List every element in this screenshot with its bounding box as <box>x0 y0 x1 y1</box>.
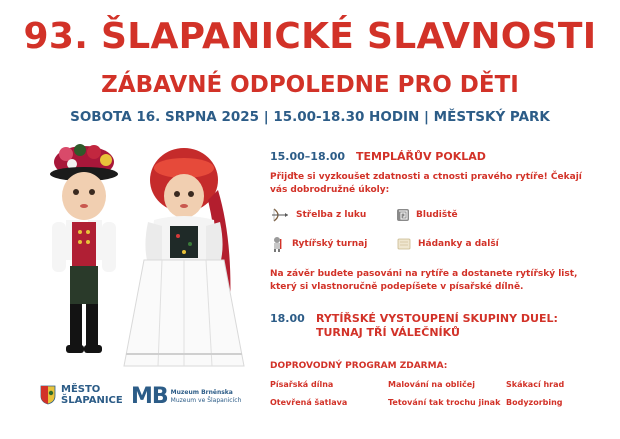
program-1-time: 15.00–18.00 <box>270 150 346 163</box>
extra-item: Bodyzorbing <box>506 398 563 407</box>
program-2-name <box>316 312 606 340</box>
program-2-time: 18.00 <box>270 312 305 325</box>
program-2-name-line2: TURNAJ TŘÍ VÁLEČNÍKŮ <box>316 326 460 339</box>
museum-logo-line2: Muzeum ve Šlapanicích <box>170 396 242 404</box>
folk-costume-dolls-image <box>22 140 262 375</box>
bow-arrow-icon <box>270 208 290 222</box>
poster-title: 93. ŠLAPANICKÉ SLAVNOSTI <box>23 16 597 57</box>
knight-icon <box>270 236 286 252</box>
extra-item: Malování na obličej <box>388 380 475 389</box>
task-label: Hádanky a další <box>418 239 499 249</box>
extra-item: Tetování tak trochu jinak <box>388 398 501 407</box>
task-label: Bludiště <box>416 210 458 220</box>
poster-subtitle: ZÁBAVNÉ ODPOLEDNE PRO DĚTI <box>101 72 519 98</box>
extra-item: Otevřená šatlava <box>270 398 348 407</box>
task-label: Rytířský turnaj <box>292 239 368 249</box>
task-label: Střelba z luku <box>296 210 367 220</box>
museum-mark: MB <box>131 384 168 409</box>
scroll-icon <box>396 237 412 251</box>
maze-icon <box>396 208 410 222</box>
city-logo-line1: MĚSTO <box>61 384 101 395</box>
task-archery <box>270 207 366 223</box>
boy-doll <box>50 144 118 353</box>
task-riddles <box>396 236 499 252</box>
program-1-outro: Na závěr budete pasováni na rytíře a dostanete rytířský list, který si vlastnoručně podepíšete v písařské dílně. <box>270 269 578 292</box>
program-2-name-line1: RYTÍŘSKÉ VYSTOUPENÍ SKUPINY DUEL: <box>316 312 558 325</box>
task-tournament <box>270 236 367 252</box>
city-coat-of-arms-icon <box>40 385 56 405</box>
extra-item: Skákací hrad <box>506 380 565 389</box>
museum-logo-line1: Muzeum Brněnska <box>170 388 233 396</box>
event-date-time-place: SOBOTA 16. SRPNA 2025 | 15.00-18.30 HODIN | MĚSTSKÝ PARK <box>70 109 550 125</box>
girl-doll <box>124 148 244 366</box>
city-logo <box>40 384 123 406</box>
program-1-intro: Přijďte si vyzkoušet zdatnosti a ctnosti pravého rytíře! Čekají vás dobrodružné úkoly: <box>270 172 582 195</box>
task-maze <box>396 207 458 223</box>
extra-program-heading: DOPROVODNÝ PROGRAM ZDARMA: <box>270 361 448 371</box>
extra-item: Písařská dílna <box>270 380 334 389</box>
program-1-name: TEMPLÁŘŮV POKLAD <box>356 150 486 163</box>
museum-logo <box>131 384 241 409</box>
city-logo-line2: ŠLAPANICE <box>61 395 123 406</box>
